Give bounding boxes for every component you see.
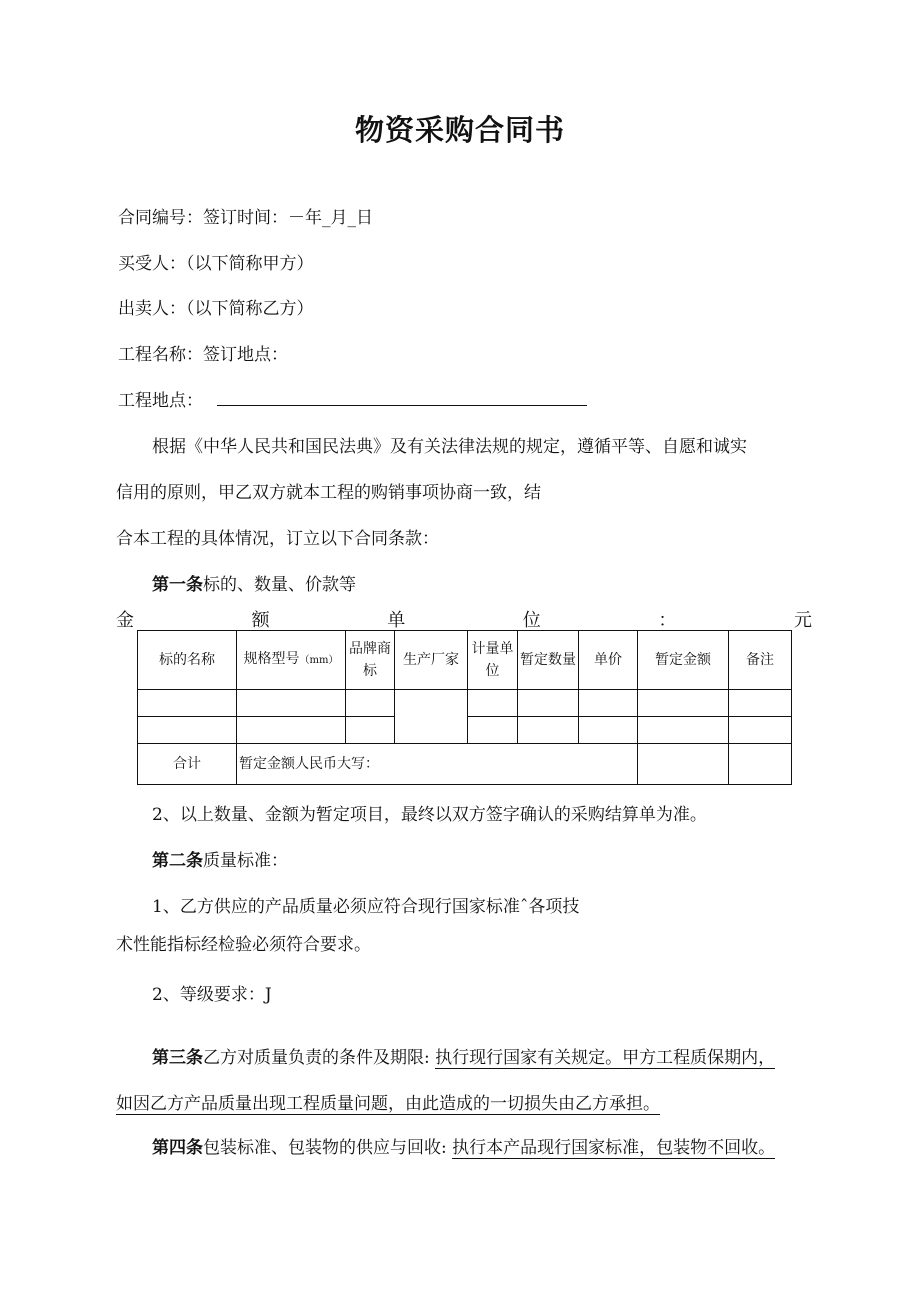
page-title: 物资采购合同书 bbox=[354, 113, 565, 147]
header-amount: 暂定金额 bbox=[638, 631, 729, 690]
table-header-row bbox=[138, 631, 792, 690]
article-3-label: 第三条 bbox=[152, 1048, 203, 1068]
article-3-line-2 bbox=[116, 1092, 660, 1116]
preamble-line-3: 合本工程的具体情况，订立以下合同条款： bbox=[116, 529, 439, 549]
project-location-blank bbox=[217, 389, 587, 406]
amount-unit-char-6: 元 bbox=[793, 610, 812, 631]
table-cell bbox=[518, 717, 579, 744]
article-2-heading bbox=[152, 849, 288, 873]
amount-unit-char-5: ： bbox=[658, 610, 677, 631]
header-manufacturer: 生产厂家 bbox=[395, 631, 468, 690]
article-2-item-1-line-1: 1、乙方供应的产品质量必须应符合现行国家标准ˆ各项技 bbox=[152, 897, 580, 917]
table-cell bbox=[395, 690, 468, 744]
article-2-label: 第二条 bbox=[152, 851, 203, 871]
note-2: 2、以上数量、金额为暂定项目，最终以双方签字确认的采购结算单为准。 bbox=[152, 805, 707, 825]
amount-unit-char-3: 单 bbox=[387, 610, 406, 631]
article-4-text: 包装标准、包装物的供应与回收: bbox=[203, 1138, 447, 1158]
seller-line: 出卖人：（以下简称乙方） bbox=[118, 299, 314, 319]
table-cell bbox=[138, 717, 237, 744]
goods-table bbox=[137, 630, 792, 785]
table-cell bbox=[346, 717, 395, 744]
table-cell bbox=[138, 690, 237, 717]
header-item-name: 标的名称 bbox=[138, 631, 237, 690]
article-3-heading bbox=[152, 1046, 775, 1070]
header-unit: 计量单位 bbox=[468, 631, 518, 690]
project-name-line: 工程名称：签订地点： bbox=[118, 345, 288, 365]
table-cell bbox=[579, 717, 638, 744]
header-remark: 备注 bbox=[729, 631, 792, 690]
table-row bbox=[138, 690, 792, 717]
table-cell bbox=[579, 690, 638, 717]
table-cell bbox=[237, 717, 346, 744]
table-total-row bbox=[138, 744, 792, 785]
amount-unit-char-1: 金 bbox=[116, 610, 134, 631]
header-spec-unit: （mm） bbox=[299, 655, 339, 666]
contract-number-line: 合同编号：签订时间：－年_月_日 bbox=[118, 208, 373, 228]
table-cell bbox=[638, 690, 729, 717]
amount-unit-row bbox=[116, 606, 812, 632]
header-spec-label: 规格型号 bbox=[243, 651, 300, 667]
article-2-item-1-line-2: 术性能指标经检验必须符合要求。 bbox=[116, 935, 371, 955]
project-location-line bbox=[118, 389, 587, 413]
preamble-line-1: 根据《中华人民共和国民法典》及有关法律法规的规定，遵循平等、自愿和诚实 bbox=[152, 437, 747, 457]
total-label: 合计 bbox=[138, 744, 237, 785]
project-location-label: 工程地点： bbox=[118, 391, 203, 411]
table-cell bbox=[518, 690, 579, 717]
table-cell bbox=[468, 690, 518, 717]
article-2-text: 质量标准： bbox=[203, 851, 288, 871]
header-brand: 品牌商标 bbox=[346, 631, 395, 690]
table-cell bbox=[729, 690, 792, 717]
article-4-label: 第四条 bbox=[152, 1138, 203, 1158]
buyer-line: 买受人：（以下简称甲方） bbox=[118, 254, 314, 274]
article-3-underlined-1: 执行现行国家有关规定。甲方工程质保期内， bbox=[435, 1048, 776, 1068]
article-1-label: 第一条 bbox=[152, 575, 203, 595]
total-amount-cell bbox=[638, 744, 729, 785]
article-4-underlined: 执行本产品现行国家标准，包装物不回收。 bbox=[452, 1138, 776, 1158]
article-4-heading bbox=[152, 1136, 775, 1160]
article-1-heading bbox=[152, 573, 356, 597]
table-cell bbox=[237, 690, 346, 717]
amount-unit-char-4: 位 bbox=[522, 610, 541, 631]
header-spec bbox=[237, 631, 346, 690]
table-cell bbox=[638, 717, 729, 744]
article-2-item-2: 2、等级要求：J bbox=[152, 985, 272, 1005]
article-3-text: 乙方对质量负责的条件及期限: bbox=[203, 1048, 430, 1068]
header-quantity: 暂定数量 bbox=[518, 631, 579, 690]
table-cell bbox=[468, 717, 518, 744]
total-amount-in-words: 暂定金额人民币大写： bbox=[237, 744, 638, 785]
header-unit-price: 单价 bbox=[579, 631, 638, 690]
amount-unit-char-2: 额 bbox=[251, 610, 270, 631]
article-3-underlined-2: 如因乙方产品质量出现工程质量问题，由此造成的一切损失由乙方承担。 bbox=[116, 1094, 660, 1114]
preamble-line-2: 信用的原则，甲乙双方就本工程的购销事项协商一致，结 bbox=[116, 483, 541, 503]
table-cell bbox=[729, 717, 792, 744]
article-1-text: 标的、数量、价款等 bbox=[203, 575, 356, 595]
table-cell bbox=[346, 690, 395, 717]
total-remark-cell bbox=[729, 744, 792, 785]
